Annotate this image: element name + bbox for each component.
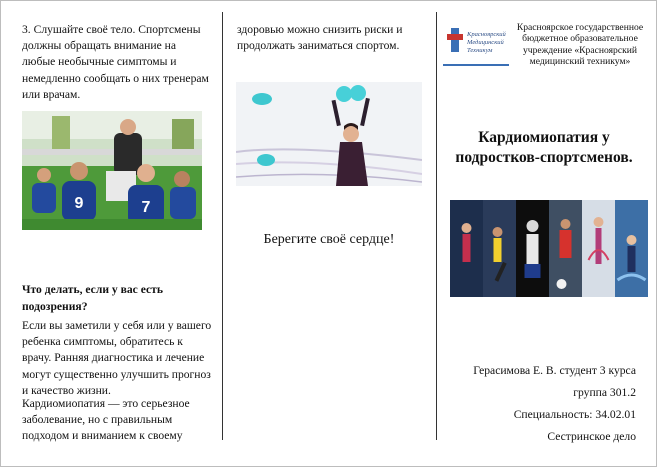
sport-panel-rhythmic xyxy=(582,200,615,297)
sport-panel-gymnast xyxy=(450,200,483,297)
sport-panel-hockey xyxy=(516,200,549,297)
sport-panel-runner xyxy=(483,200,516,297)
sports-collage-image xyxy=(450,200,648,297)
svg-text:Красноярский: Красноярский xyxy=(467,31,506,38)
coach-with-kids-photo xyxy=(22,111,202,230)
author-specialty-code: Специальность: 34.02.01 xyxy=(513,408,636,421)
svg-text:Медицинский: Медицинский xyxy=(467,39,504,46)
jersey-number-7: 7 xyxy=(141,199,151,216)
author-group: группа 301.2 xyxy=(573,386,636,399)
listen-to-body-paragraph: 3. Слушайте своё тело. Спортсмены должны обращать внимание на любые необычные симптомы и немедленно сообщать о них тренерам или врачам. xyxy=(22,23,209,101)
conclusion-paragraph: Кардиомиопатия — это серьезное заболевание, но с правильным подходом и вниманием к своему xyxy=(22,397,190,443)
take-care-slogan: Берегите своё сердце! xyxy=(263,232,395,247)
see-doctor-paragraph: Если вы заметили у себя или у вашего ребенка симптомы, обратитесь к врачу. Ранняя диагностика и лечение могут существенно улучшить прогноз и качество жизни. xyxy=(22,319,212,397)
continuation-paragraph: здоровью можно снизить риски и продолжать заниматься спортом. xyxy=(237,23,403,53)
author-specialty-name: Сестринское дело xyxy=(547,430,636,443)
college-logo xyxy=(441,22,511,69)
brochure-title: Кардиомиопатия у подростков-спортсменов. xyxy=(455,129,633,166)
figure-skater-photo xyxy=(236,82,422,186)
sport-panel-swimmer xyxy=(615,200,648,297)
sport-panel-football xyxy=(549,200,582,297)
column-divider-2 xyxy=(436,12,437,440)
author-info xyxy=(448,360,636,448)
svg-text:Техникум: Техникум xyxy=(467,47,493,54)
column-divider-1 xyxy=(222,12,223,440)
suspicion-heading: Что делать, если у вас есть подозрения? xyxy=(22,283,163,313)
jersey-number-9: 9 xyxy=(74,195,84,212)
institution-name: Красноярское государственное бюджетное образовательное учреждение «Красноярский медицинский техникум» xyxy=(516,22,644,68)
author-name: Герасимова Е. В. студент 3 курса xyxy=(473,364,636,377)
